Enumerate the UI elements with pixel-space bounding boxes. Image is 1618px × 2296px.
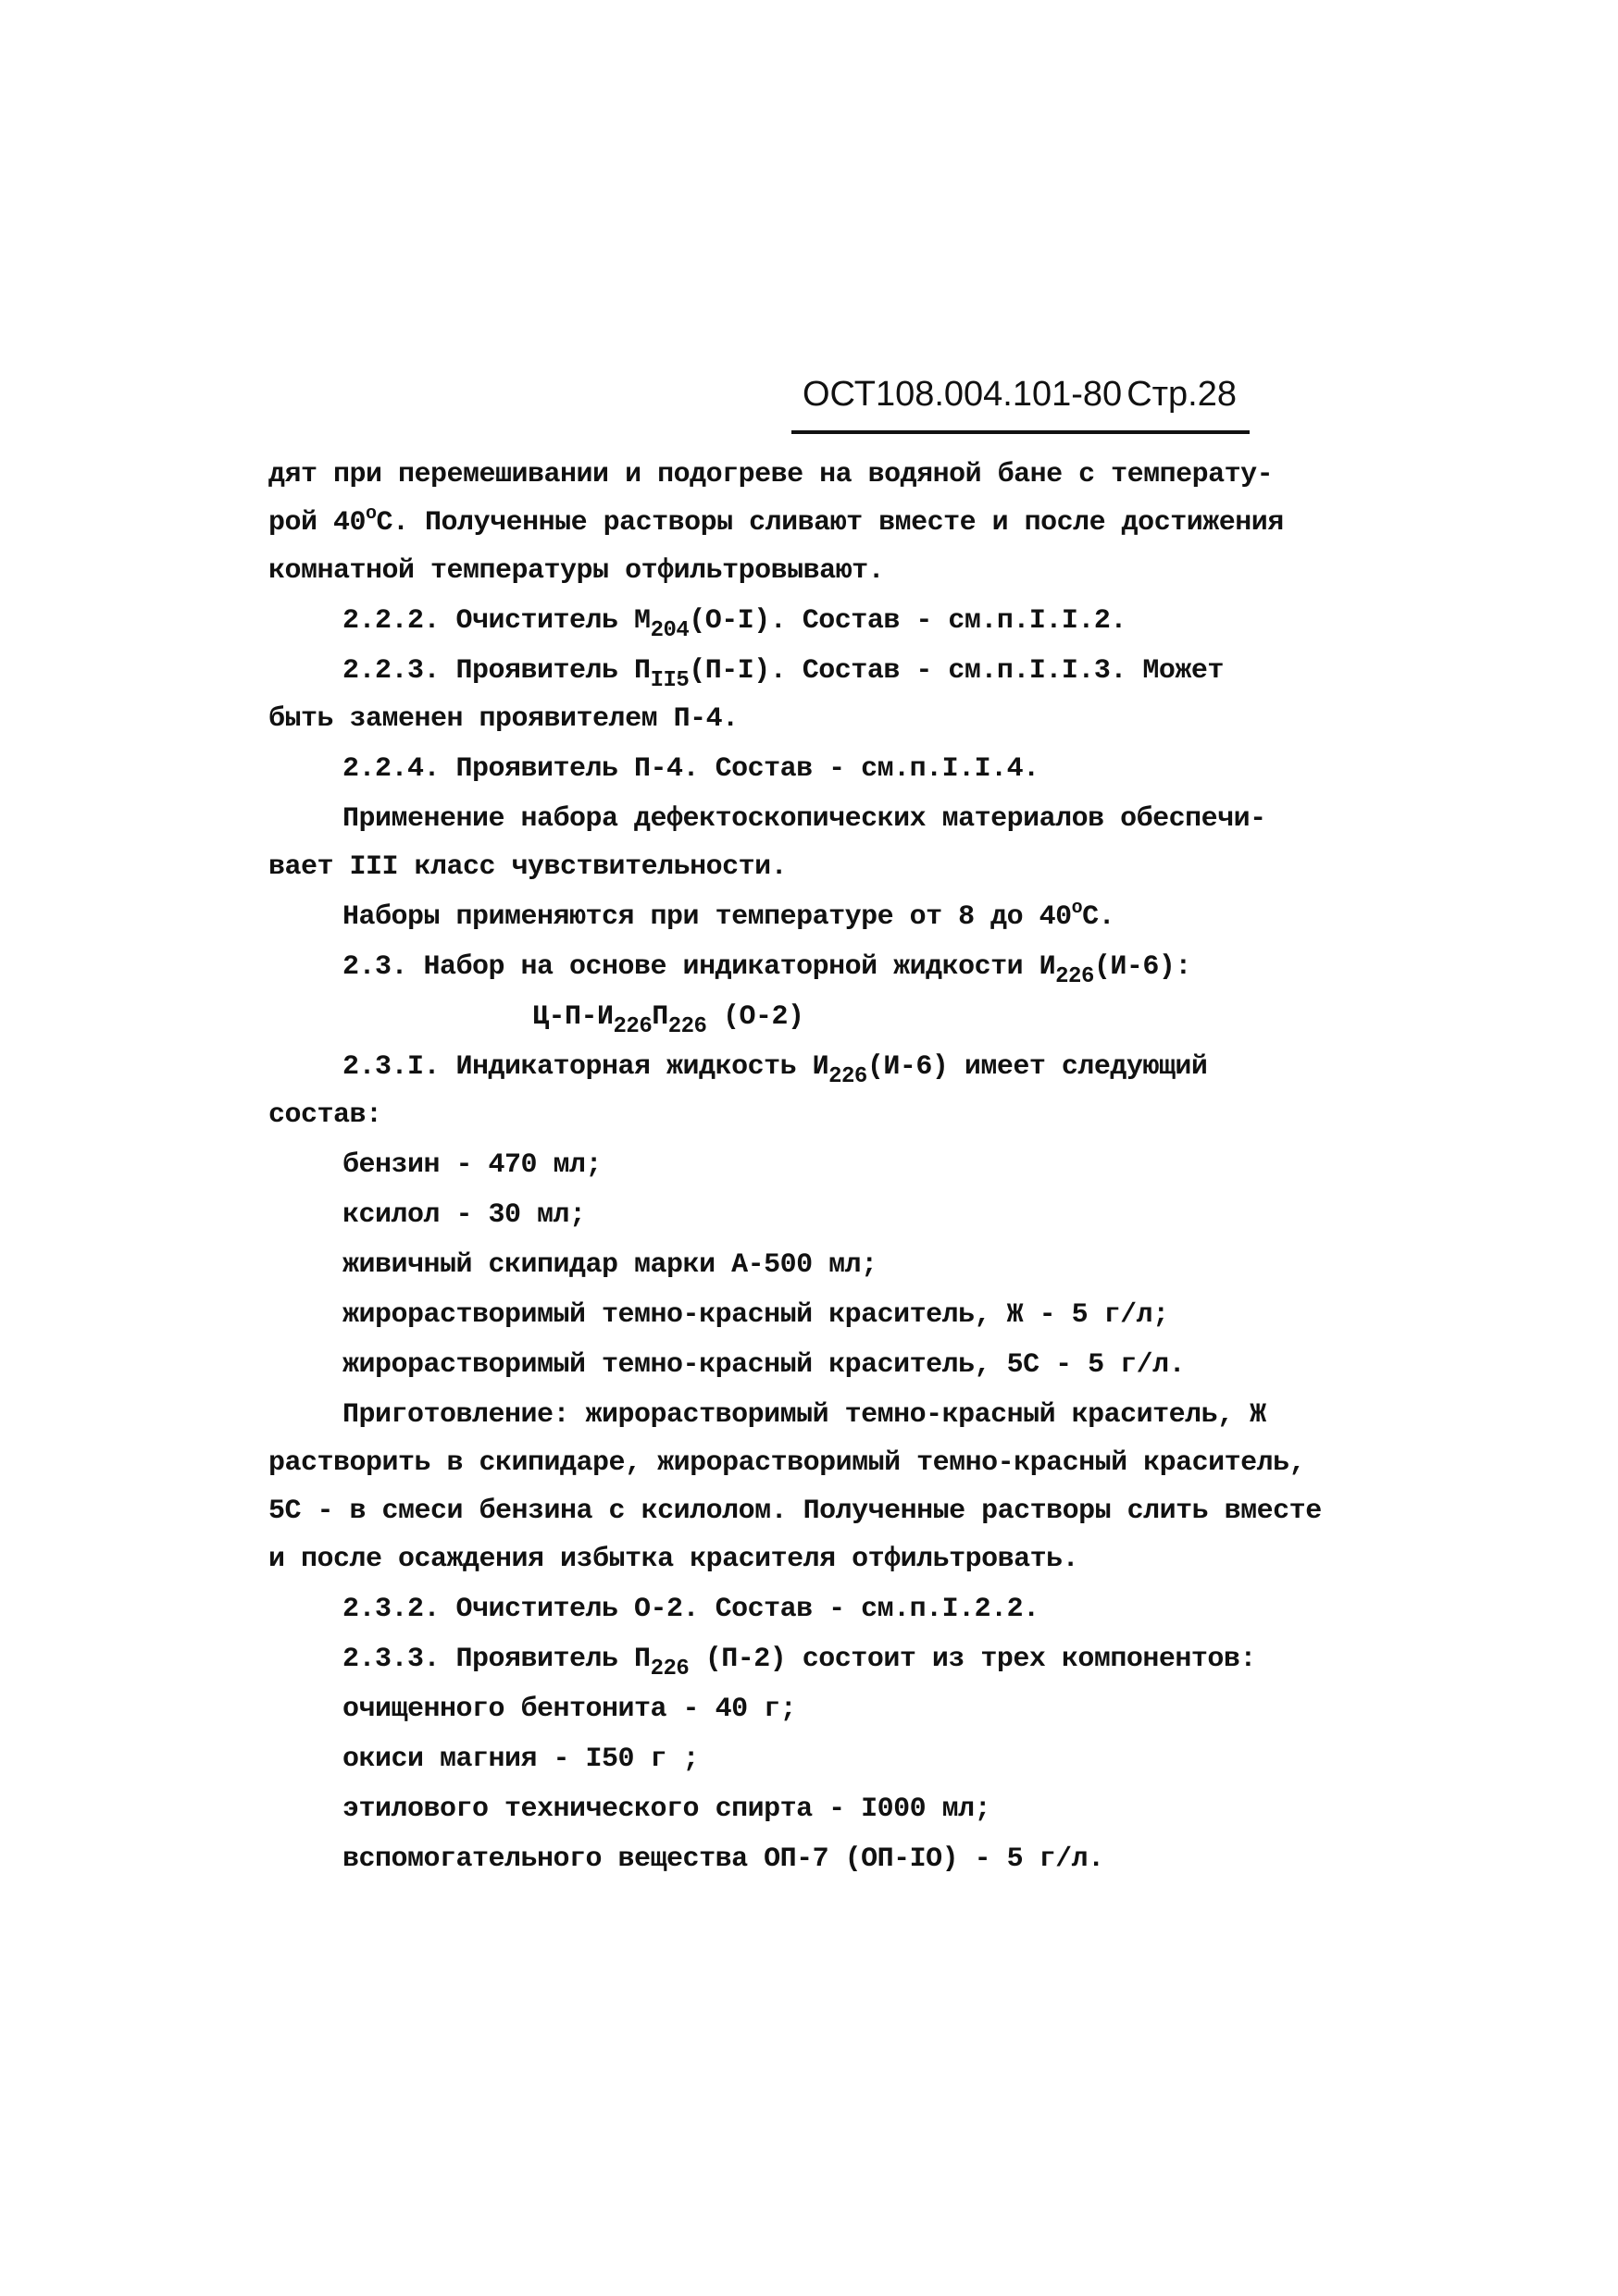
page-number: Стр.28: [1126, 375, 1237, 414]
text-line: ксилол - 30 мл;: [342, 1199, 586, 1231]
text-line: быть заменен проявителем П-4.: [268, 703, 739, 735]
text-line: Применение набора дефектоскопических материалов обеспечи-: [342, 803, 1266, 835]
text-line: дят при перемешивании и подогреве на водяной бане с температу-: [268, 459, 1274, 490]
text-line: состав:: [268, 1099, 382, 1131]
text-line: растворить в скипидаре, жирорастворимый темно-красный краситель,: [268, 1447, 1306, 1479]
text-line: очищенного бентонита - 40 г;: [342, 1694, 797, 1725]
text-line: и после осаждения избытка красителя отфильтровать.: [268, 1544, 1079, 1575]
text-line: 2.2.2. Очиститель $М_{204}(О-I)$. Состав - см.п.I.I.2.: [342, 605, 1126, 643]
text-line: 2.2.4. Проявитель П-4. Состав - см.п.I.I.4.: [342, 753, 1039, 785]
text-line: 2.3. Набор на основе индикаторной жидкости $И_{226}(И-6)$:: [342, 951, 1191, 989]
text-line: окиси магния - I50 г ;: [342, 1744, 700, 1775]
text-line: комнатной температуры отфильтровывают.: [268, 555, 885, 587]
text-line: жирорастворимый темно-красный краситель, Ж - 5 г/л;: [342, 1299, 1169, 1331]
page-header: [791, 375, 1250, 434]
text-line: вает III класс чувствительности.: [268, 851, 788, 883]
text-line: $Ц-П-И_{226}П_{226}$ (О-2): [532, 1001, 804, 1039]
text-line: 5С - в смеси бензина с ксилолом. Полученные растворы слить вместе: [268, 1496, 1322, 1527]
text-line: 2.3.2. Очиститель О-2. Состав - см.п.I.2.2.: [342, 1594, 1039, 1625]
text-line: Приготовление: жирорастворимый темно-красный краситель, Ж: [342, 1399, 1266, 1431]
text-line: 2.3.I. Индикаторная жидкость $И_{226}(И-6)$ имеет следующий: [342, 1051, 1208, 1089]
text-line: рой 40$^o$С. Полученные растворы сливают вместе и после достижения: [268, 503, 1284, 539]
text-line: живичный скипидар марки А-500 мл;: [342, 1249, 877, 1281]
document-code: ОСТ108.004.101-80: [803, 375, 1123, 414]
text-line: 2.2.3. Проявитель $П_{II5}(П-I)$. Состав - см.п.I.I.3. Может: [342, 655, 1224, 693]
text-line: Наборы применяются при температуре от 8 до 40$^o$С.: [342, 898, 1115, 933]
text-line: жирорастворимый темно-красный краситель, 5С - 5 г/л.: [342, 1349, 1186, 1381]
text-line: этилового технического спирта - I000 мл;: [342, 1793, 991, 1825]
text-line: вспомогательного вещества ОП-7 (ОП-IO) - 5 г/л.: [342, 1843, 1104, 1875]
text-line: бензин - 470 мл;: [342, 1149, 603, 1181]
text-line: 2.3.3. Проявитель $П_{226}$ (П-2) состоит из трех компонентов:: [342, 1644, 1256, 1682]
